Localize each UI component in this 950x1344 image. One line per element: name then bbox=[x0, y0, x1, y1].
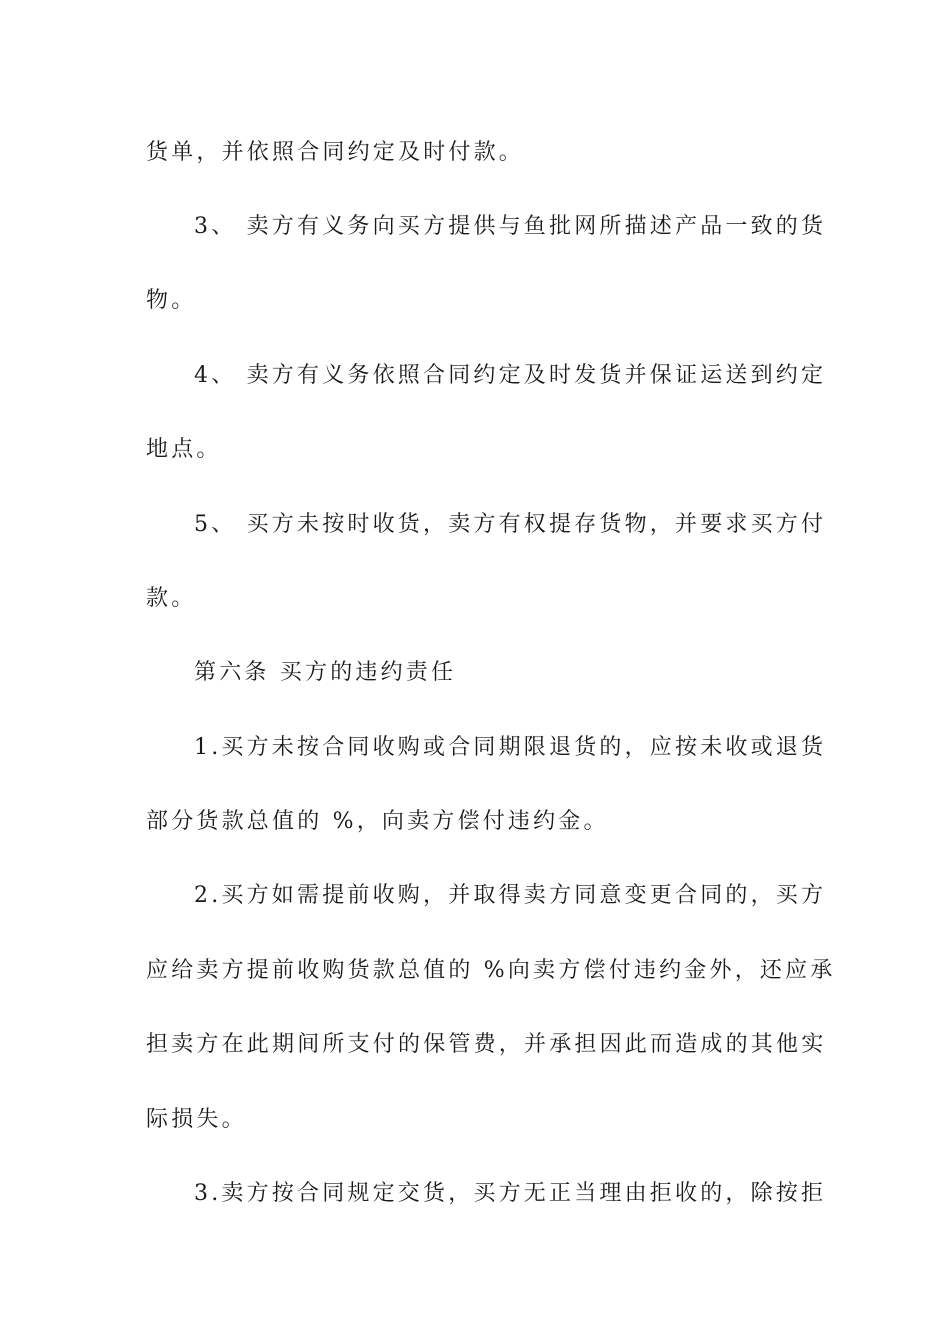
item-1-line-2: 部分货款总值的 %，向卖方偿付违约金。 bbox=[146, 809, 609, 834]
item-2-line-4: 际损失。 bbox=[146, 1107, 247, 1132]
item-2-line-2: 应给卖方提前收购货款总值的 %向卖方偿付违约金外，还应承 bbox=[146, 958, 836, 983]
item-2-line-3: 担卖方在此期间所支付的保管费，并承担因此而造成的其他实 bbox=[146, 1032, 827, 1057]
article-six-heading: 第六条 买方的违约责任 bbox=[194, 660, 457, 685]
clause-3-line-2: 物。 bbox=[146, 288, 197, 313]
item-2-line-1: 2.买方如需提前收购，并取得卖方同意变更合同的，买方 bbox=[194, 883, 827, 908]
text-line-1: 货单，并依照合同约定及时付款。 bbox=[146, 140, 525, 165]
clause-4-line-1: 4、 卖方有义务依照合同约定及时发货并保证运送到约定 bbox=[194, 363, 827, 388]
clause-3-line-1: 3、 卖方有义务向买方提供与鱼批网所描述产品一致的货 bbox=[194, 214, 827, 239]
clause-5-line-1: 5、 买方未按时收货，卖方有权提存货物，并要求买方付 bbox=[194, 512, 827, 537]
clause-5-line-2: 款。 bbox=[146, 586, 197, 611]
clause-4-line-2: 地点。 bbox=[146, 437, 222, 462]
item-1-line-1: 1.买方未按合同收购或合同期限退货的，应按未收或退货 bbox=[194, 735, 827, 760]
item-3-line-1: 3.卖方按合同规定交货，买方无正当理由拒收的，除按拒 bbox=[194, 1181, 827, 1206]
